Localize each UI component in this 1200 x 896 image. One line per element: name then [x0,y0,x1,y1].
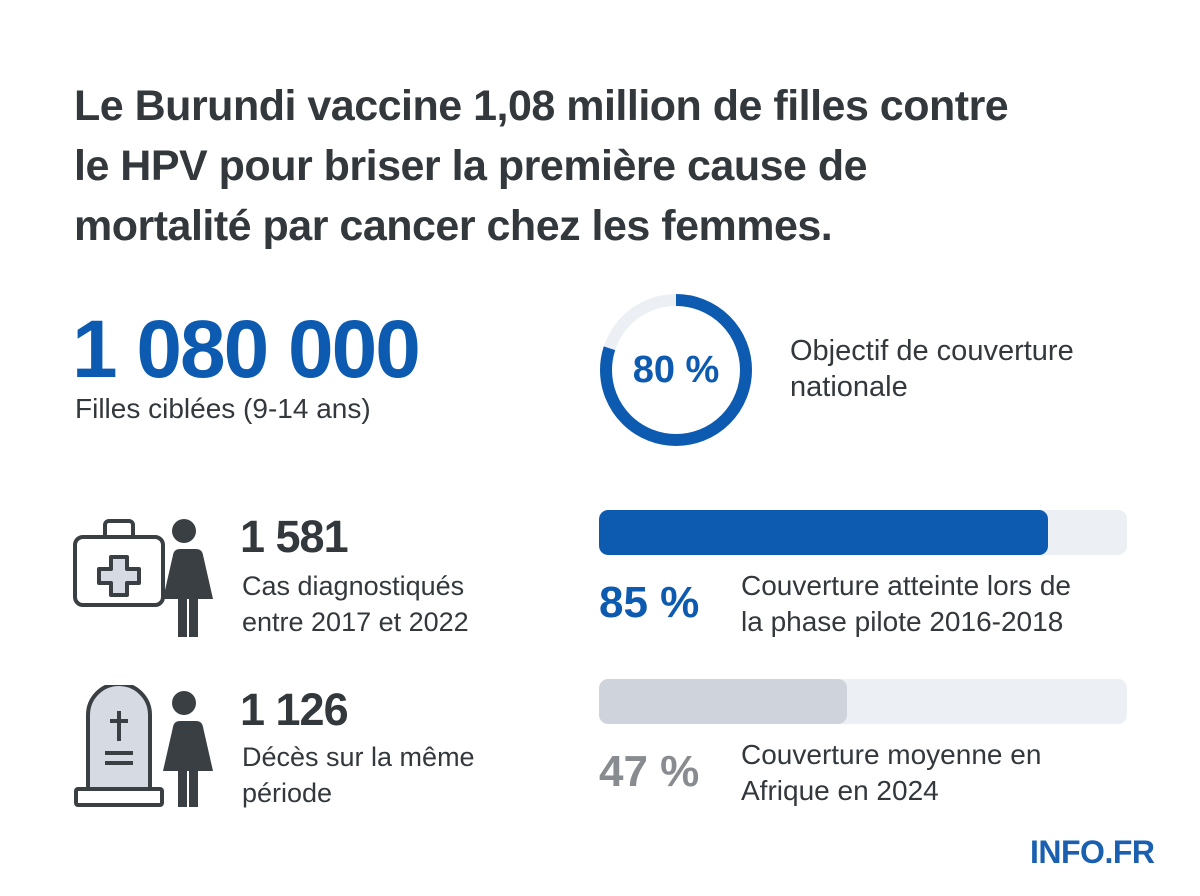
pilot-label [741,568,1161,640]
headline [74,76,1154,256]
deaths-label-line-1: Décès sur la même [242,742,475,772]
cases-label-line-1: Cas diagnostiqués [242,571,465,601]
goal-label-line-1: Objectif de couverture [790,335,1074,367]
headline-line-3: mortalité par cancer chez les femmes. [74,202,833,250]
goal-label-line-2: nationale [790,371,908,403]
africa-bar-track [599,679,1127,724]
pilot-bar-fill [599,510,1048,555]
target-number: 1 080 000 [72,304,419,395]
medical-kit-icon [75,521,163,605]
deaths-label-line-2: période [242,778,333,808]
africa-label-line-2: Afrique en 2024 [741,775,939,806]
brand-logo: INFO.FR [1030,834,1155,870]
africa-label [741,737,1161,809]
africa-bar-fill [599,679,847,724]
tombstone-woman-icon [72,685,222,815]
pilot-percent: 85 % [599,578,700,627]
pilot-label-line-1: Couverture atteinte lors de [741,570,1071,601]
pilot-bar-track [599,510,1127,555]
headline-line-2: le HPV pour briser la première cause de [74,142,868,190]
cases-label-line-2: entre 2017 et 2022 [242,607,469,637]
deaths-label [242,739,562,811]
goal-label [790,333,1150,405]
pilot-label-line-2: la phase pilote 2016-2018 [741,606,1064,637]
woman-figure-icon [163,519,213,637]
woman-figure-icon [163,691,213,807]
africa-label-line-1: Couverture moyenne en [741,739,1042,770]
cases-label [242,568,562,640]
goal-percent: 80 % [632,349,720,391]
africa-percent: 47 % [599,747,700,796]
deaths-number: 1 126 [240,684,348,735]
target-label: Filles ciblées (9-14 ans) [75,393,371,424]
tombstone-icon [76,685,162,805]
cases-number: 1 581 [240,511,348,562]
headline-line-1: Le Burundi vaccine 1,08 million de filles contre [74,82,1009,130]
medical-kit-woman-icon [72,515,222,645]
